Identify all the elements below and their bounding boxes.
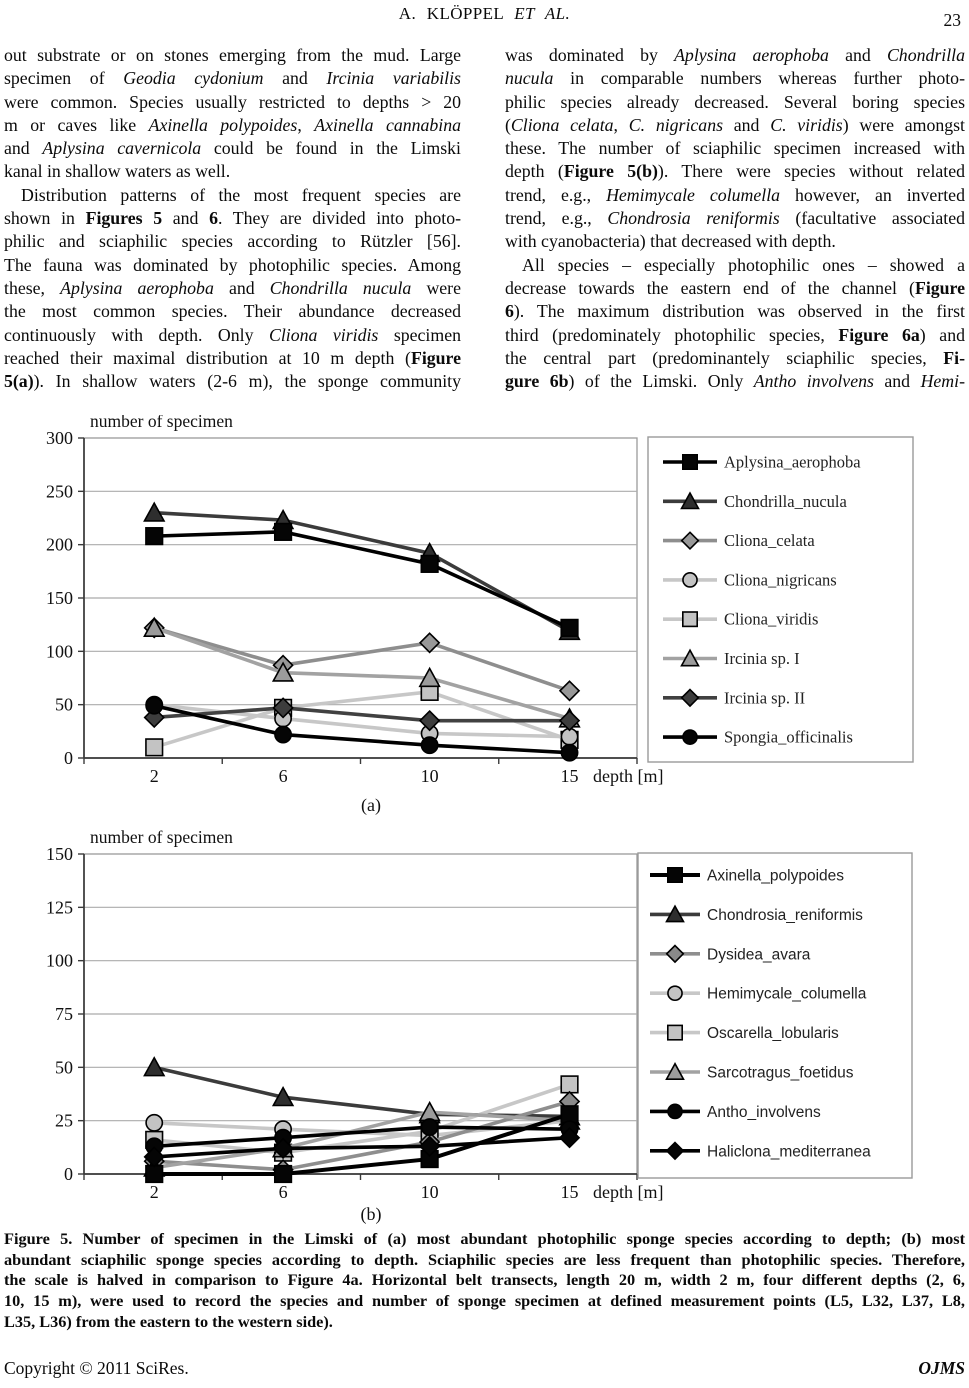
marker-Oscarella_lobularis	[561, 1076, 578, 1093]
text-line	[4, 67, 461, 90]
y-tick-label: 25	[55, 1110, 73, 1131]
x-tick-label: 6	[278, 1182, 288, 1202]
text-segment: shown in	[4, 208, 86, 229]
marker-Aplysina_aerophoba	[561, 620, 578, 637]
text-segment: ) and	[919, 324, 965, 345]
y-tick-label: 125	[46, 897, 73, 918]
y-tick-label: 150	[46, 844, 73, 864]
legend-item-Antho_involvens	[650, 1104, 821, 1121]
text-line	[505, 277, 965, 300]
text-line	[505, 114, 965, 137]
text-segment: were common. Species usually restricted to depths > 20	[4, 91, 461, 112]
y-tick-label: 200	[46, 534, 73, 555]
text-line	[505, 230, 965, 253]
text-line	[4, 114, 461, 137]
legend-label: Spongia_officinalis	[724, 727, 853, 747]
text-segment: Geodia cydonium	[123, 68, 264, 89]
text-segment: 6	[209, 208, 218, 229]
legend-label: Cliona_viridis	[724, 609, 819, 629]
y-tick-label: 300	[46, 428, 73, 448]
text-segment: kanal in shallow waters as well.	[4, 161, 231, 182]
text-segment: All species – especially photophilic ones – showed a	[522, 254, 965, 275]
x-tick-label: 15	[560, 1182, 579, 1202]
text-segment: Ircinia variabilis	[326, 68, 461, 89]
text-segment: was dominated by	[505, 45, 675, 65]
text-segment: philic species already decreased. Several boring species	[505, 91, 965, 112]
y-tick-label: 100	[46, 950, 73, 971]
text-line	[505, 347, 965, 370]
subfigure-label: (a)	[361, 795, 381, 815]
marker-Spongia_officinalis	[561, 745, 577, 761]
text-column-left	[4, 44, 461, 393]
legend-item-Cliona_viridis	[663, 610, 818, 629]
text-segment: specimen	[378, 324, 461, 345]
text-segment: decrease towards the eastern end of the channel (	[505, 277, 915, 298]
marker-Axinella_polypoides	[561, 1106, 578, 1123]
chart-svg-b	[0, 830, 969, 1230]
journal-abbreviation: OJMS	[918, 1358, 965, 1378]
text-segment: Aplysina cavernicola	[42, 138, 202, 159]
y-tick-label: 250	[46, 481, 73, 502]
y-tick-label: 50	[55, 694, 73, 715]
text-line	[505, 67, 965, 90]
text-segment: Antho involvens	[753, 371, 874, 392]
marker-Spongia_officinalis	[146, 698, 162, 714]
text-segment: ,	[297, 114, 315, 135]
text-line	[4, 324, 461, 347]
text-segment: ET AL.	[514, 4, 571, 23]
legend-item-Aplysina_aerophoba	[663, 453, 861, 472]
text-segment: and	[263, 68, 327, 89]
x-tick-label: 15	[560, 766, 579, 786]
text-segment: and	[873, 371, 921, 392]
text-segment: Figure 6a	[838, 324, 920, 345]
legend-item-Axinella_polypoides	[650, 868, 844, 885]
chart-title: number of specimen	[90, 830, 233, 847]
text-segment: and	[723, 114, 771, 135]
x-tick-label: 10	[420, 766, 439, 786]
legend-label: Axinella_polypoides	[707, 867, 845, 885]
y-tick-label: 50	[55, 1057, 73, 1078]
legend-item-Oscarella_lobularis	[650, 1025, 839, 1042]
text-segment: Distribution patterns of the most frequent species are	[21, 184, 461, 205]
text-segment: Aplysina aerophoba	[674, 45, 829, 65]
marker-Spongia_officinalis	[421, 737, 437, 753]
legend-marker-Antho_involvens	[668, 1104, 682, 1118]
text-segment: Figure 5(b)	[563, 161, 658, 182]
text-segment: A. KLÖPPEL	[398, 4, 515, 23]
legend-marker-Axinella_polypoides	[668, 868, 682, 882]
text-line	[4, 44, 461, 67]
legend-marker-Cliona_nigricans	[683, 573, 697, 587]
text-segment: 6	[505, 301, 514, 322]
caption-line: abundant sciaphilic sponge species according to depth. Sciaphilic species are less frequent than photophilic species. Therefore,	[4, 1249, 965, 1269]
text-line	[505, 300, 965, 323]
text-segment: Axinella polypoides	[148, 114, 298, 135]
figure-5b-chart	[0, 830, 969, 1230]
text-line	[505, 184, 965, 207]
text-column-right	[505, 44, 965, 393]
text-segment: Aplysina aerophoba	[60, 277, 214, 298]
text-line	[4, 277, 461, 300]
text-segment: ) of the Limski. Only	[568, 371, 754, 392]
text-segment: Chondrilla	[886, 45, 965, 65]
text-segment: with cyanobacteria) that decreased with depth.	[505, 231, 836, 252]
text-segment: trend, e.g.,	[505, 184, 607, 205]
text-line	[4, 230, 461, 253]
text-line	[505, 160, 965, 183]
figure-caption	[4, 1229, 965, 1332]
legend-marker-Spongia_officinalis	[683, 730, 697, 744]
text-segment: Cliona celata	[510, 114, 614, 135]
text-segment: . They are divided into photo-	[217, 208, 462, 229]
text-segment: the central part (predominantely sciaphilic species,	[505, 347, 944, 368]
caption-line: L35, L36) from the eastern to the western side).	[4, 1311, 333, 1331]
legend-marker-Oscarella_lobularis	[668, 1025, 682, 1039]
text-segment: and	[213, 277, 270, 298]
marker-Aplysina_aerophoba	[146, 528, 163, 545]
text-segment: m or caves like	[4, 114, 149, 135]
text-segment: Cliona viridis	[268, 324, 379, 345]
text-segment: C. viridis	[770, 114, 843, 135]
text-line	[505, 91, 965, 114]
legend-item-Cliona_nigricans	[663, 570, 837, 589]
x-tick-label: 10	[420, 1182, 439, 1202]
text-segment: Chondrosia reniformis	[607, 208, 780, 229]
text-segment: philic and sciaphilic species according to Rützler [56].	[4, 231, 461, 252]
text-segment: out substrate or on stones emerging from the mud. Large	[4, 45, 461, 65]
legend-label: Antho_involvens	[707, 1103, 821, 1121]
text-line	[4, 347, 461, 370]
y-tick-label: 0	[64, 1164, 73, 1184]
x-tick-label: 2	[149, 1182, 159, 1202]
text-segment: could be found in the Limski	[201, 138, 461, 159]
legend-box	[638, 853, 912, 1178]
text-line	[505, 370, 965, 393]
text-segment: third (predominately photophilic species,	[505, 324, 839, 345]
legend-item-Chondrilla_nucula	[663, 492, 847, 511]
legend-label: Sarcotragus_foetidus	[707, 1064, 854, 1082]
legend-label: Ircinia sp. II	[724, 688, 806, 708]
legend-label: Chondrosia_reniformis	[707, 906, 863, 924]
text-segment: ) were amongst	[842, 114, 965, 135]
x-axis-title: depth [m]	[593, 766, 664, 786]
legend-label: Oscarella_lobularis	[707, 1025, 839, 1043]
text-segment: (facultative associated	[779, 208, 965, 229]
text-segment: 5(a)	[4, 371, 34, 392]
text-segment: Fi-	[943, 347, 965, 368]
subfigure-label: (b)	[360, 1204, 382, 1224]
legend-marker-Aplysina_aerophoba	[683, 455, 697, 469]
text-segment: and	[828, 45, 887, 65]
legend-item-Spongia_officinalis	[663, 728, 853, 747]
x-tick-label: 6	[278, 766, 288, 786]
text-line	[4, 254, 461, 277]
legend-label: Haliclona_mediterranea	[707, 1143, 871, 1161]
text-segment: reached their maximal distribution at 10 m depth (	[4, 347, 411, 368]
legend-label: Dysidea_avara	[707, 946, 811, 964]
text-line	[4, 160, 461, 183]
text-line	[4, 370, 461, 393]
text-segment: trend, e.g.,	[505, 208, 608, 229]
marker-Aplysina_aerophoba	[421, 556, 438, 573]
text-line	[4, 184, 461, 207]
marker-Hemimycale_columella	[146, 1115, 162, 1131]
text-line	[505, 254, 965, 277]
y-tick-label: 0	[64, 748, 73, 768]
text-segment: ). In shallow waters (2-6 m), the sponge community	[33, 371, 461, 392]
running-head	[0, 4, 969, 24]
marker-Antho_involvens	[421, 1119, 437, 1135]
caption-line: Figure 5. Number of specimen in the Limski of (a) most abundant photophilic sponge species according to depth; (b) most	[4, 1229, 965, 1248]
text-segment: ,	[613, 114, 629, 135]
caption-line: the scale is halved in comparison to Figure 4a. Horizontal belt transects, length 20 m, width 2 m, four different depths (2, 6,	[4, 1270, 965, 1290]
chart-svg-a	[0, 415, 969, 815]
text-segment: Axinella cannabina	[314, 114, 462, 135]
text-segment: however, an inverted	[780, 184, 965, 205]
text-line	[4, 137, 461, 160]
text-segment: gure 6b	[505, 371, 569, 392]
text-segment: Figure	[914, 277, 965, 298]
legend-label: Cliona_nigricans	[724, 570, 837, 590]
text-segment: Figure	[410, 347, 461, 368]
legend-box	[648, 437, 913, 762]
copyright-text: Copyright © 2011 SciRes.	[4, 1358, 189, 1378]
text-segment: continuously with depth. Only	[4, 324, 269, 345]
text-segment: The fauna was dominated by photophilic species. Among	[4, 254, 461, 275]
text-line	[505, 324, 965, 347]
legend-item-Dysidea_avara	[650, 946, 811, 964]
figure-5a-chart	[0, 415, 969, 815]
legend-label: Ircinia sp. I	[724, 649, 800, 668]
text-line	[505, 44, 965, 67]
text-line	[505, 137, 965, 160]
text-segment: and	[4, 138, 43, 159]
text-segment: specimen of	[4, 68, 124, 89]
marker-Axinella_polypoides	[146, 1166, 163, 1183]
text-segment: ). There were species without related	[657, 161, 965, 182]
x-axis-title: depth [m]	[593, 1182, 664, 1202]
text-segment: in comparable numbers whereas further photo-	[553, 68, 965, 89]
marker-Spongia_officinalis	[275, 726, 291, 742]
text-segment: (	[505, 114, 511, 135]
legend-label: Cliona_celata	[724, 531, 815, 551]
text-segment: these,	[4, 277, 61, 298]
text-segment: Hemi-	[920, 371, 965, 392]
marker-Axinella_polypoides	[275, 1166, 292, 1183]
text-line	[505, 207, 965, 230]
legend-label: Hemimycale_columella	[707, 985, 867, 1003]
text-segment: Figures 5	[85, 208, 163, 229]
text-line	[4, 207, 461, 230]
chart-title: number of specimen	[90, 415, 233, 431]
text-segment: were	[411, 277, 461, 298]
x-tick-label: 2	[149, 766, 159, 786]
text-line	[4, 300, 461, 323]
text-segment: and	[162, 208, 210, 229]
y-tick-label: 150	[46, 588, 73, 608]
marker-Aplysina_aerophoba	[275, 524, 292, 541]
text-segment: nucula	[505, 68, 554, 89]
legend-label: Aplysina_aerophoba	[724, 452, 861, 472]
text-segment: ). The maximum distribution was observed in the first	[513, 301, 965, 322]
text-segment: C. nigricans	[628, 114, 724, 135]
text-segment: these. The number of sciaphilic specimen increased with	[505, 138, 965, 159]
text-segment: the most common species. Their abundance decreased	[4, 301, 461, 322]
legend-marker-Cliona_viridis	[683, 612, 697, 626]
text-segment: Chondrilla nucula	[269, 277, 412, 298]
caption-line: 10, 15 m), were used to record the species and number of sponge specimen at defined measurement points (L5, L32, L37, L8,	[4, 1291, 965, 1311]
text-line	[4, 91, 461, 114]
legend-marker-Hemimycale_columella	[668, 986, 682, 1000]
marker-Cliona_viridis	[146, 739, 163, 756]
y-tick-label: 100	[46, 641, 73, 662]
legend-label: Chondrilla_nucula	[724, 491, 847, 511]
page-number: 23	[943, 10, 961, 30]
text-segment: depth (	[505, 161, 564, 182]
page-footer	[4, 1358, 965, 1379]
text-segment: Hemimycale columella	[606, 184, 781, 205]
y-tick-label: 75	[55, 1004, 73, 1024]
